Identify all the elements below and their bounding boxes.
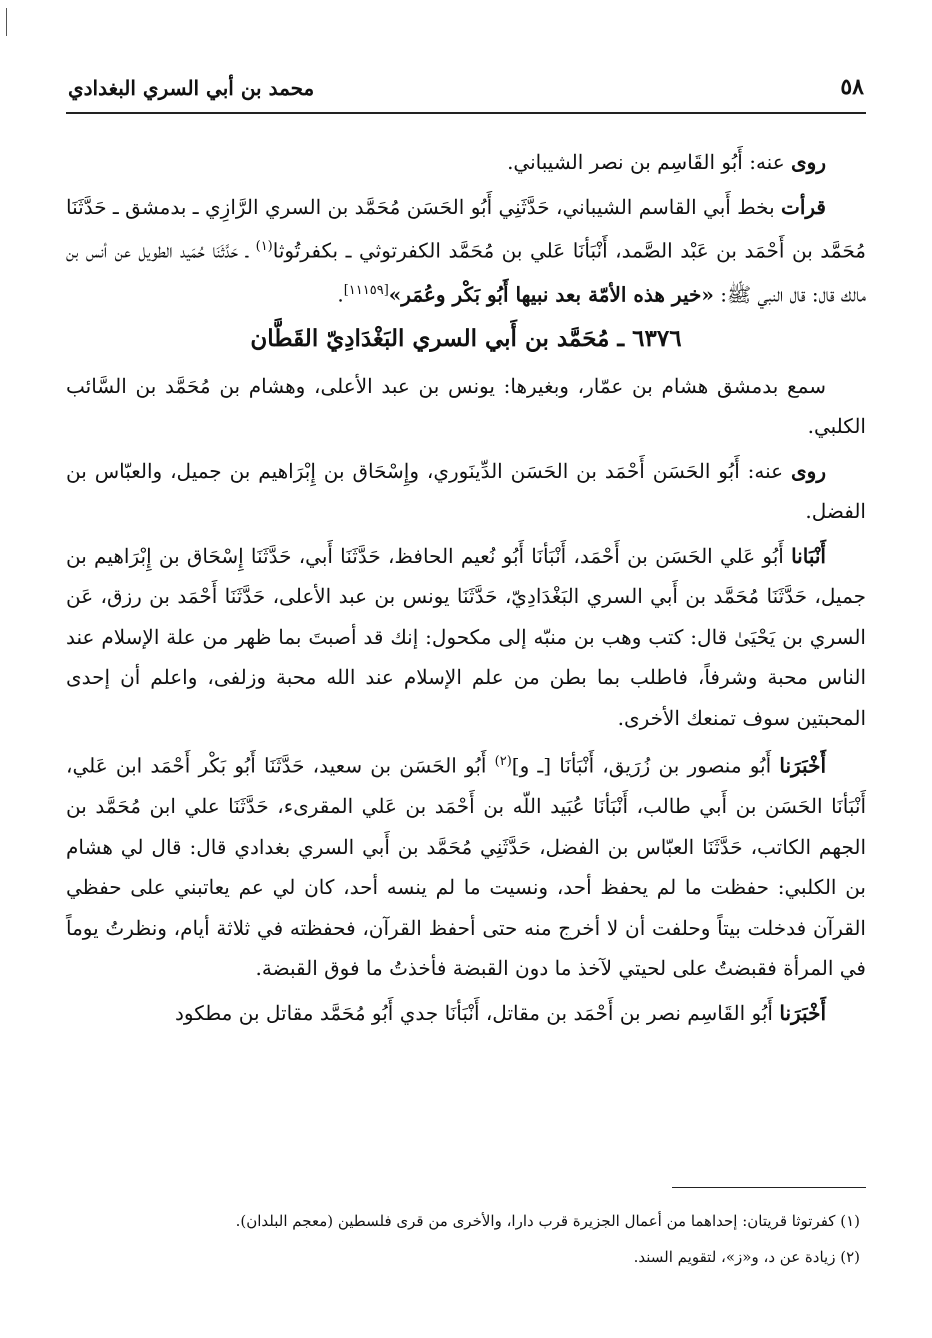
paragraph-lead: روى <box>791 150 826 174</box>
paragraph-qara-tu <box>66 187 866 316</box>
paragraph-rawa-1 <box>66 142 866 183</box>
paragraph-text: أَبُو القَاسِم نصر بن أَحْمَد بن مقاتل، أَنْبَأنَا جدي أَبُو مُحَمَّد مقاتل بن مطكود <box>174 1000 780 1025</box>
paragraph-sami: سمع بدمشق هشام بن عمّار، وبغيرها: يونس بن عبد الأعلى، وهشام بن مُحَمَّد بن السَّائب الكلبي. <box>66 373 866 439</box>
footnote-ref-2[interactable]: (٢) <box>494 754 512 770</box>
page-number: ٥٨ <box>840 74 864 100</box>
paragraph-lead: قرأت <box>781 194 826 219</box>
paragraph-text: أَبُو منصور بن زُرَيق، أَنْبَأنَا [ـ و] <box>511 753 780 778</box>
paragraph-text: عنه: أَبُو القَاسِم بن نصر الشيباني. <box>507 150 792 174</box>
footnote-text: زيادة عن د، و«ز»، لتقويم السند. <box>633 1248 841 1266</box>
footnote-1 <box>66 1203 866 1239</box>
paragraph-text: أَبُو الحَسَن بن سعيد، حَدَّثَنَا أَبُو بَكْر أَحْمَد ابن عَلي، أَنْبَأنَا الحَسَن بن أَبي طالب، أَنْبَأنَا عُبَيد اللّه بن أَحْمَد بن عَلي المقرىء، حَدَّثَنَا علي ابن مُحَمَّد بن الجهم الكاتب، حَدَّثَنَا العبّاس بن الفضل، حَدَّثَنِي مُحَمَّد بن أَبي السري بغدادي قال: قال لي هشام بن الكلبي: حفظت ما لم يحفظ أحد، ونسيت ما لم ينسه أحد، كان لي عم يعاتبني على حفظي القرآن فدخلت بيتاً وحلفت أن لا أخرج منه حتى أحفظ القرآن، فحفظته في ثلاثة أيام، ونظرتُ يوماً في المرأة فقبضتُ على لحيتي لآخذ ما دون القبضة فأخذتُ ما فوق القبضة. <box>66 753 866 981</box>
footnote-text: كفرتوثا قريتان: إحداهما من أعمال الجزيرة قرب دارا، والأخرى من قرى فلسطين (معجم البلدان). <box>235 1212 841 1230</box>
paragraph-lead: أَخْبَرَنا <box>779 1000 826 1025</box>
hadith-quote: «خير هذه الأمّة بعد نبيها أَبُو بَكْر وعُمَر» <box>388 282 714 307</box>
paragraph-lead: روى <box>791 458 826 483</box>
running-title: محمد بن أبي السري البغدادي <box>68 76 315 100</box>
paragraph-lead: أَخْبَرَنا <box>779 753 826 778</box>
paragraph-akhbarana-2 <box>66 993 866 1034</box>
footnote-number: (١) <box>840 1212 860 1230</box>
paragraph-anbana <box>66 536 866 739</box>
paragraph-end: . <box>337 282 344 307</box>
paragraph-lead: أَنْبَانا <box>791 543 826 568</box>
hadith-number: [١١١٥٩] <box>343 283 389 299</box>
scan-edge-mark <box>6 8 7 36</box>
paragraph-text: عنه: أَبُو الحَسَن أَحْمَد بن الحَسَن الدِّينَوري، وإِسْحَاق بن إِبْرَاهيم بن جميل، والعبّاس بن الفضل. <box>66 458 866 524</box>
page-header <box>66 70 866 110</box>
paragraph-akhbarana-1 <box>66 742 866 989</box>
main-text <box>66 142 866 1037</box>
footnote-ref-1[interactable]: (١) <box>255 239 273 254</box>
header-rule <box>66 112 866 114</box>
paragraph-text: أَبُو عَلي الحَسَن بن أَحْمَد، أَنْبَأنَا أَبُو نُعيم الحافظ، حَدَّثَنَا أَبي، حَدَّثَنَا إِسْحَاق بن إِبْرَاهيم بن جميل، حَدَّثَنَا مُحَمَّد بن أَبي السري البَغْدَادِيّ، حَدَّثَنَا يونس بن عبد الأعلى، حَدَّثَنَا أَحْمَد بن رزق، عَن السري بن يَحْيَىٰ قال: كتب وهب بن منبّه إلى مكحول: إنك قد أصبتَ بما ظهر من علة الإسلام عند الناس محبة وشرفاً، فاطلب بما بطن من علم الإسلام عند الله محبة وزلفى، واعلم أن إحدى المحبتين سوف تمنعك الأخرى. <box>66 543 866 730</box>
footnote-number: (٢) <box>840 1248 860 1266</box>
paragraph-text: بخط أَبي القاسم الشيباني، حَدَّثَنِي أَبُو الحَسَن مُحَمَّد بن السري الرَّازِي ـ بدمشق ـ حَدَّثَنَا مُحَمَّد بن أَحْمَد بن عَبْد الصَّمد، أَنْبَأنَا عَلي بن مُحَمَّد الكفرتوثي ـ بكفرتُوثا <box>66 194 866 263</box>
paragraph-rawa-2 <box>66 451 866 532</box>
paragraph-text: ـ حَدَّثَنَا حُمَيد الطويل عن أنس بن مالك قال: قال النبي ﷺ: <box>66 238 866 307</box>
footnotes <box>66 1203 866 1275</box>
footnote-rule <box>672 1187 866 1188</box>
biography-heading: ٦٣٧٦ ـ مُحَمَّد بن أَبي السري البَغْدَادِيّ القَطَّان <box>250 325 682 353</box>
footnote-2 <box>66 1239 866 1275</box>
